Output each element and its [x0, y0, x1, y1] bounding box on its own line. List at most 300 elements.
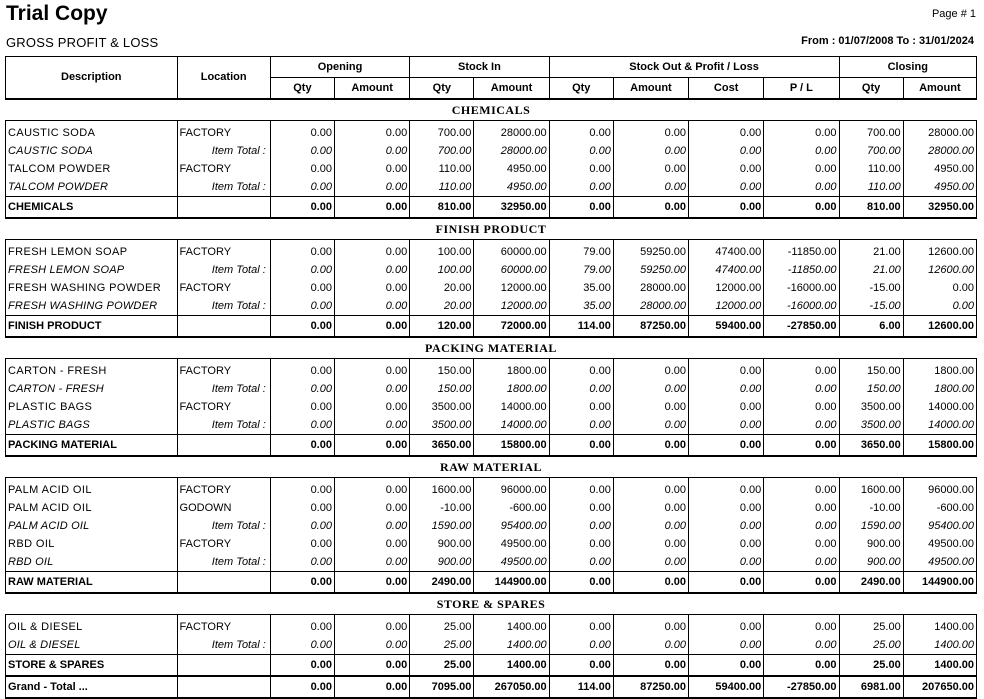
- item-location: FACTORY: [177, 618, 270, 636]
- value-cell: 0.00: [689, 178, 764, 197]
- value-cell: 0.00: [549, 178, 613, 197]
- value-cell: -27850.00: [764, 316, 839, 338]
- value-cell: 28000.00: [474, 142, 549, 160]
- item-total-row: [6, 636, 977, 655]
- col-stock-in: Stock In: [410, 57, 549, 78]
- value-cell: 0.00: [764, 380, 839, 398]
- value-cell: 28000.00: [903, 142, 976, 160]
- table-row: [6, 362, 977, 380]
- value-cell: 0.00: [334, 316, 409, 338]
- col-stockout-amount: Amount: [613, 78, 688, 100]
- value-cell: 110.00: [410, 160, 474, 178]
- table-body: [6, 99, 977, 698]
- value-cell: 900.00: [839, 553, 903, 572]
- value-cell: 0.00: [334, 636, 409, 655]
- item-location: FACTORY: [177, 481, 270, 499]
- value-cell: 0.00: [689, 499, 764, 517]
- item-description: FRESH WASHING POWDER: [6, 279, 178, 297]
- value-cell: 0.00: [613, 481, 688, 499]
- value-cell: 0.00: [764, 572, 839, 594]
- item-description: PLASTIC BAGS: [6, 416, 178, 435]
- item-description: PALM ACID OIL: [6, 499, 178, 517]
- table-row: [6, 535, 977, 553]
- value-cell: 0.00: [270, 243, 334, 261]
- value-cell: -10.00: [410, 499, 474, 517]
- item-description: CAUSTIC SODA: [6, 124, 178, 142]
- value-cell: 3500.00: [410, 398, 474, 416]
- value-cell: 25.00: [839, 655, 903, 677]
- group-total-location: [177, 572, 270, 594]
- table-row: [6, 398, 977, 416]
- value-cell: 0.00: [613, 517, 688, 535]
- report-table: [5, 56, 977, 699]
- value-cell: 0.00: [689, 362, 764, 380]
- value-cell: 59400.00: [689, 676, 764, 698]
- value-cell: 14000.00: [903, 398, 976, 416]
- value-cell: 0.00: [549, 197, 613, 219]
- value-cell: 15800.00: [903, 435, 976, 457]
- item-total-row: [6, 178, 977, 197]
- item-description: RBD OIL: [6, 535, 178, 553]
- group-total-row: [6, 316, 977, 338]
- value-cell: 0.00: [689, 517, 764, 535]
- table-row: [6, 481, 977, 499]
- value-cell: 0.00: [689, 435, 764, 457]
- value-cell: 47400.00: [689, 261, 764, 279]
- value-cell: 0.00: [549, 535, 613, 553]
- section-name: STORE & SPARES: [6, 593, 977, 615]
- value-cell: 25.00: [839, 636, 903, 655]
- value-cell: 0.00: [764, 398, 839, 416]
- value-cell: 0.00: [549, 435, 613, 457]
- value-cell: 1400.00: [474, 636, 549, 655]
- value-cell: 28000.00: [474, 124, 549, 142]
- value-cell: 0.00: [613, 618, 688, 636]
- col-opening: Opening: [270, 57, 409, 78]
- value-cell: 0.00: [334, 517, 409, 535]
- value-cell: -11850.00: [764, 261, 839, 279]
- value-cell: 0.00: [613, 636, 688, 655]
- item-description: PLASTIC BAGS: [6, 398, 178, 416]
- value-cell: 0.00: [613, 124, 688, 142]
- value-cell: 28000.00: [903, 124, 976, 142]
- value-cell: 12000.00: [474, 297, 549, 316]
- value-cell: 0.00: [549, 553, 613, 572]
- value-cell: 0.00: [613, 160, 688, 178]
- value-cell: 0.00: [334, 197, 409, 219]
- value-cell: 95400.00: [903, 517, 976, 535]
- value-cell: 0.00: [549, 160, 613, 178]
- value-cell: 59400.00: [689, 316, 764, 338]
- value-cell: 4950.00: [903, 160, 976, 178]
- value-cell: 12600.00: [903, 316, 976, 338]
- table-header: [6, 57, 977, 100]
- value-cell: 32950.00: [903, 197, 976, 219]
- value-cell: 1590.00: [410, 517, 474, 535]
- group-total-label: STORE & SPARES: [6, 655, 178, 677]
- item-description: CARTON - FRESH: [6, 362, 178, 380]
- value-cell: 1800.00: [903, 362, 976, 380]
- value-cell: 4950.00: [474, 178, 549, 197]
- value-cell: 20.00: [410, 297, 474, 316]
- value-cell: 0.00: [270, 553, 334, 572]
- table-row: [6, 499, 977, 517]
- value-cell: 0.00: [689, 160, 764, 178]
- value-cell: 0.00: [613, 398, 688, 416]
- group-total-label: CHEMICALS: [6, 197, 178, 219]
- item-location: Item Total :: [177, 636, 270, 655]
- value-cell: 0.00: [334, 261, 409, 279]
- value-cell: 0.00: [334, 435, 409, 457]
- section-name: CHEMICALS: [6, 99, 977, 121]
- value-cell: 267050.00: [474, 676, 549, 698]
- section-header: [6, 593, 977, 615]
- group-total-row: [6, 655, 977, 677]
- item-description: FRESH WASHING POWDER: [6, 297, 178, 316]
- group-total-label: FINISH PRODUCT: [6, 316, 178, 338]
- item-location: Item Total :: [177, 416, 270, 435]
- value-cell: 900.00: [410, 553, 474, 572]
- value-cell: 144900.00: [903, 572, 976, 594]
- value-cell: 0.00: [334, 655, 409, 677]
- value-cell: 0.00: [613, 380, 688, 398]
- value-cell: 0.00: [270, 676, 334, 698]
- value-cell: 1600.00: [410, 481, 474, 499]
- value-cell: 1800.00: [474, 362, 549, 380]
- value-cell: 0.00: [613, 197, 688, 219]
- item-total-row: [6, 142, 977, 160]
- value-cell: 110.00: [839, 160, 903, 178]
- item-location: FACTORY: [177, 124, 270, 142]
- value-cell: 6.00: [839, 316, 903, 338]
- value-cell: 59250.00: [613, 243, 688, 261]
- value-cell: 0.00: [270, 160, 334, 178]
- value-cell: 0.00: [270, 279, 334, 297]
- value-cell: 0.00: [334, 160, 409, 178]
- value-cell: 96000.00: [903, 481, 976, 499]
- value-cell: 3500.00: [839, 398, 903, 416]
- value-cell: 0.00: [270, 197, 334, 219]
- item-location: Item Total :: [177, 178, 270, 197]
- value-cell: 0.00: [270, 416, 334, 435]
- col-closing-qty: Qty: [839, 78, 903, 100]
- value-cell: 14000.00: [474, 398, 549, 416]
- value-cell: 0.00: [334, 553, 409, 572]
- value-cell: 0.00: [270, 362, 334, 380]
- value-cell: 12000.00: [474, 279, 549, 297]
- item-location: FACTORY: [177, 398, 270, 416]
- value-cell: 7095.00: [410, 676, 474, 698]
- value-cell: 120.00: [410, 316, 474, 338]
- value-cell: 0.00: [764, 618, 839, 636]
- value-cell: 0.00: [689, 124, 764, 142]
- value-cell: 3500.00: [410, 416, 474, 435]
- col-opening-qty: Qty: [270, 78, 334, 100]
- value-cell: 0.00: [549, 362, 613, 380]
- value-cell: 28000.00: [613, 279, 688, 297]
- item-location: FACTORY: [177, 279, 270, 297]
- value-cell: 0.00: [689, 380, 764, 398]
- value-cell: 0.00: [689, 655, 764, 677]
- value-cell: 0.00: [334, 362, 409, 380]
- value-cell: 0.00: [764, 142, 839, 160]
- value-cell: 49500.00: [474, 553, 549, 572]
- value-cell: 0.00: [689, 197, 764, 219]
- item-description: TALCOM POWDER: [6, 160, 178, 178]
- value-cell: -11850.00: [764, 243, 839, 261]
- group-total-location: [177, 435, 270, 457]
- value-cell: 87250.00: [613, 676, 688, 698]
- group-total-row: [6, 435, 977, 457]
- value-cell: 1400.00: [474, 655, 549, 677]
- value-cell: 12000.00: [689, 279, 764, 297]
- page-number: Page # 1: [931, 8, 976, 20]
- grand-total-row: [6, 676, 977, 698]
- value-cell: 0.00: [764, 655, 839, 677]
- value-cell: 0.00: [613, 362, 688, 380]
- value-cell: 0.00: [613, 572, 688, 594]
- value-cell: 150.00: [839, 362, 903, 380]
- value-cell: 0.00: [613, 535, 688, 553]
- group-total-location: [177, 655, 270, 677]
- item-description: OIL & DIESEL: [6, 636, 178, 655]
- value-cell: 21.00: [839, 243, 903, 261]
- value-cell: 100.00: [410, 243, 474, 261]
- item-description: PALM ACID OIL: [6, 481, 178, 499]
- value-cell: 35.00: [549, 279, 613, 297]
- value-cell: 95400.00: [474, 517, 549, 535]
- value-cell: 0.00: [270, 124, 334, 142]
- value-cell: 0.00: [270, 380, 334, 398]
- value-cell: 47400.00: [689, 243, 764, 261]
- value-cell: -15.00: [839, 297, 903, 316]
- item-location: Item Total :: [177, 380, 270, 398]
- value-cell: 0.00: [334, 279, 409, 297]
- value-cell: 110.00: [410, 178, 474, 197]
- value-cell: 3650.00: [839, 435, 903, 457]
- value-cell: 0.00: [334, 380, 409, 398]
- value-cell: 0.00: [903, 297, 976, 316]
- value-cell: 28000.00: [613, 297, 688, 316]
- value-cell: 0.00: [549, 124, 613, 142]
- value-cell: -600.00: [903, 499, 976, 517]
- item-location: Item Total :: [177, 553, 270, 572]
- value-cell: 114.00: [549, 316, 613, 338]
- section-header: [6, 337, 977, 359]
- group-total-row: [6, 197, 977, 219]
- value-cell: 14000.00: [474, 416, 549, 435]
- value-cell: 72000.00: [474, 316, 549, 338]
- value-cell: 0.00: [613, 416, 688, 435]
- value-cell: 0.00: [334, 398, 409, 416]
- item-total-row: [6, 553, 977, 572]
- value-cell: 0.00: [689, 618, 764, 636]
- item-location: Item Total :: [177, 261, 270, 279]
- group-total-row: [6, 572, 977, 594]
- value-cell: 49500.00: [474, 535, 549, 553]
- value-cell: 49500.00: [903, 535, 976, 553]
- value-cell: 59250.00: [613, 261, 688, 279]
- grand-total-location: [177, 676, 270, 698]
- value-cell: 0.00: [764, 197, 839, 219]
- value-cell: 25.00: [410, 636, 474, 655]
- item-location: FACTORY: [177, 243, 270, 261]
- value-cell: 144900.00: [474, 572, 549, 594]
- value-cell: 1400.00: [903, 655, 976, 677]
- item-total-row: [6, 297, 977, 316]
- col-closing: Closing: [839, 57, 977, 78]
- value-cell: 87250.00: [613, 316, 688, 338]
- value-cell: 0.00: [764, 517, 839, 535]
- value-cell: 0.00: [549, 380, 613, 398]
- value-cell: 0.00: [549, 636, 613, 655]
- value-cell: 0.00: [903, 279, 976, 297]
- value-cell: 150.00: [839, 380, 903, 398]
- value-cell: 0.00: [270, 618, 334, 636]
- date-range: From : 01/07/2008 To : 31/01/2024: [801, 35, 974, 47]
- value-cell: 1590.00: [839, 517, 903, 535]
- col-closing-amount: Amount: [903, 78, 976, 100]
- value-cell: 0.00: [764, 636, 839, 655]
- group-total-location: [177, 197, 270, 219]
- value-cell: 0.00: [689, 398, 764, 416]
- item-location: Item Total :: [177, 142, 270, 160]
- section-name: FINISH PRODUCT: [6, 218, 977, 240]
- item-description: FRESH LEMON SOAP: [6, 243, 178, 261]
- value-cell: 0.00: [764, 362, 839, 380]
- value-cell: 0.00: [270, 261, 334, 279]
- value-cell: 0.00: [270, 655, 334, 677]
- item-description: TALCOM POWDER: [6, 178, 178, 197]
- value-cell: 0.00: [334, 243, 409, 261]
- value-cell: 700.00: [839, 124, 903, 142]
- value-cell: 35.00: [549, 297, 613, 316]
- value-cell: -16000.00: [764, 297, 839, 316]
- value-cell: 0.00: [689, 416, 764, 435]
- group-total-label: PACKING MATERIAL: [6, 435, 178, 457]
- value-cell: 0.00: [764, 124, 839, 142]
- value-cell: 0.00: [270, 316, 334, 338]
- section-name: RAW MATERIAL: [6, 456, 977, 478]
- item-total-row: [6, 261, 977, 279]
- value-cell: 4950.00: [474, 160, 549, 178]
- value-cell: 6981.00: [839, 676, 903, 698]
- value-cell: 0.00: [334, 618, 409, 636]
- item-description: CARTON - FRESH: [6, 380, 178, 398]
- value-cell: 0.00: [689, 636, 764, 655]
- col-stock-out: Stock Out & Profit / Loss: [549, 57, 839, 78]
- item-description: RBD OIL: [6, 553, 178, 572]
- value-cell: 0.00: [613, 553, 688, 572]
- value-cell: 0.00: [334, 416, 409, 435]
- value-cell: 0.00: [613, 499, 688, 517]
- value-cell: 0.00: [764, 416, 839, 435]
- item-description: PALM ACID OIL: [6, 517, 178, 535]
- value-cell: 25.00: [410, 618, 474, 636]
- section-name: PACKING MATERIAL: [6, 337, 977, 359]
- group-total-location: [177, 316, 270, 338]
- value-cell: 15800.00: [474, 435, 549, 457]
- col-stockout-cost: Cost: [689, 78, 764, 100]
- value-cell: 0.00: [334, 297, 409, 316]
- col-description: Description: [6, 57, 178, 100]
- value-cell: 3650.00: [410, 435, 474, 457]
- value-cell: 0.00: [549, 481, 613, 499]
- value-cell: 0.00: [270, 142, 334, 160]
- col-stockout-pl: P / L: [764, 78, 839, 100]
- col-stockout-qty: Qty: [549, 78, 613, 100]
- value-cell: 4950.00: [903, 178, 976, 197]
- value-cell: 0.00: [334, 535, 409, 553]
- value-cell: -600.00: [474, 499, 549, 517]
- value-cell: 0.00: [689, 572, 764, 594]
- value-cell: 0.00: [270, 435, 334, 457]
- section-header: [6, 218, 977, 240]
- value-cell: 700.00: [410, 124, 474, 142]
- value-cell: 1800.00: [903, 380, 976, 398]
- value-cell: 1400.00: [474, 618, 549, 636]
- value-cell: 0.00: [270, 178, 334, 197]
- value-cell: 810.00: [839, 197, 903, 219]
- value-cell: 0.00: [334, 499, 409, 517]
- trial-copy-title: Trial Copy: [6, 2, 108, 25]
- value-cell: 0.00: [270, 481, 334, 499]
- value-cell: 900.00: [410, 535, 474, 553]
- value-cell: 0.00: [613, 655, 688, 677]
- value-cell: 207650.00: [903, 676, 976, 698]
- value-cell: 79.00: [549, 261, 613, 279]
- value-cell: 900.00: [839, 535, 903, 553]
- value-cell: 0.00: [270, 572, 334, 594]
- value-cell: 0.00: [549, 517, 613, 535]
- item-total-row: [6, 416, 977, 435]
- value-cell: -27850.00: [764, 676, 839, 698]
- group-total-label: RAW MATERIAL: [6, 572, 178, 594]
- value-cell: 0.00: [270, 398, 334, 416]
- value-cell: 25.00: [410, 655, 474, 677]
- value-cell: 0.00: [689, 142, 764, 160]
- value-cell: 0.00: [613, 178, 688, 197]
- item-location: FACTORY: [177, 362, 270, 380]
- value-cell: 700.00: [839, 142, 903, 160]
- value-cell: -15.00: [839, 279, 903, 297]
- report-title: GROSS PROFIT & LOSS: [6, 35, 159, 50]
- value-cell: 0.00: [270, 517, 334, 535]
- value-cell: 0.00: [549, 618, 613, 636]
- value-cell: 0.00: [270, 499, 334, 517]
- value-cell: 810.00: [410, 197, 474, 219]
- value-cell: 0.00: [764, 499, 839, 517]
- value-cell: 21.00: [839, 261, 903, 279]
- value-cell: 25.00: [839, 618, 903, 636]
- col-stockin-amount: Amount: [474, 78, 549, 100]
- grand-total-label: Grand - Total ...: [6, 676, 178, 698]
- item-location: GODOWN: [177, 499, 270, 517]
- value-cell: 0.00: [549, 398, 613, 416]
- item-location: FACTORY: [177, 535, 270, 553]
- value-cell: 0.00: [764, 160, 839, 178]
- value-cell: 2490.00: [839, 572, 903, 594]
- col-location: Location: [177, 57, 270, 100]
- value-cell: 60000.00: [474, 261, 549, 279]
- value-cell: 0.00: [334, 572, 409, 594]
- item-description: FRESH LEMON SOAP: [6, 261, 178, 279]
- item-total-row: [6, 517, 977, 535]
- col-opening-amount: Amount: [334, 78, 409, 100]
- value-cell: 0.00: [764, 435, 839, 457]
- value-cell: 100.00: [410, 261, 474, 279]
- item-description: OIL & DIESEL: [6, 618, 178, 636]
